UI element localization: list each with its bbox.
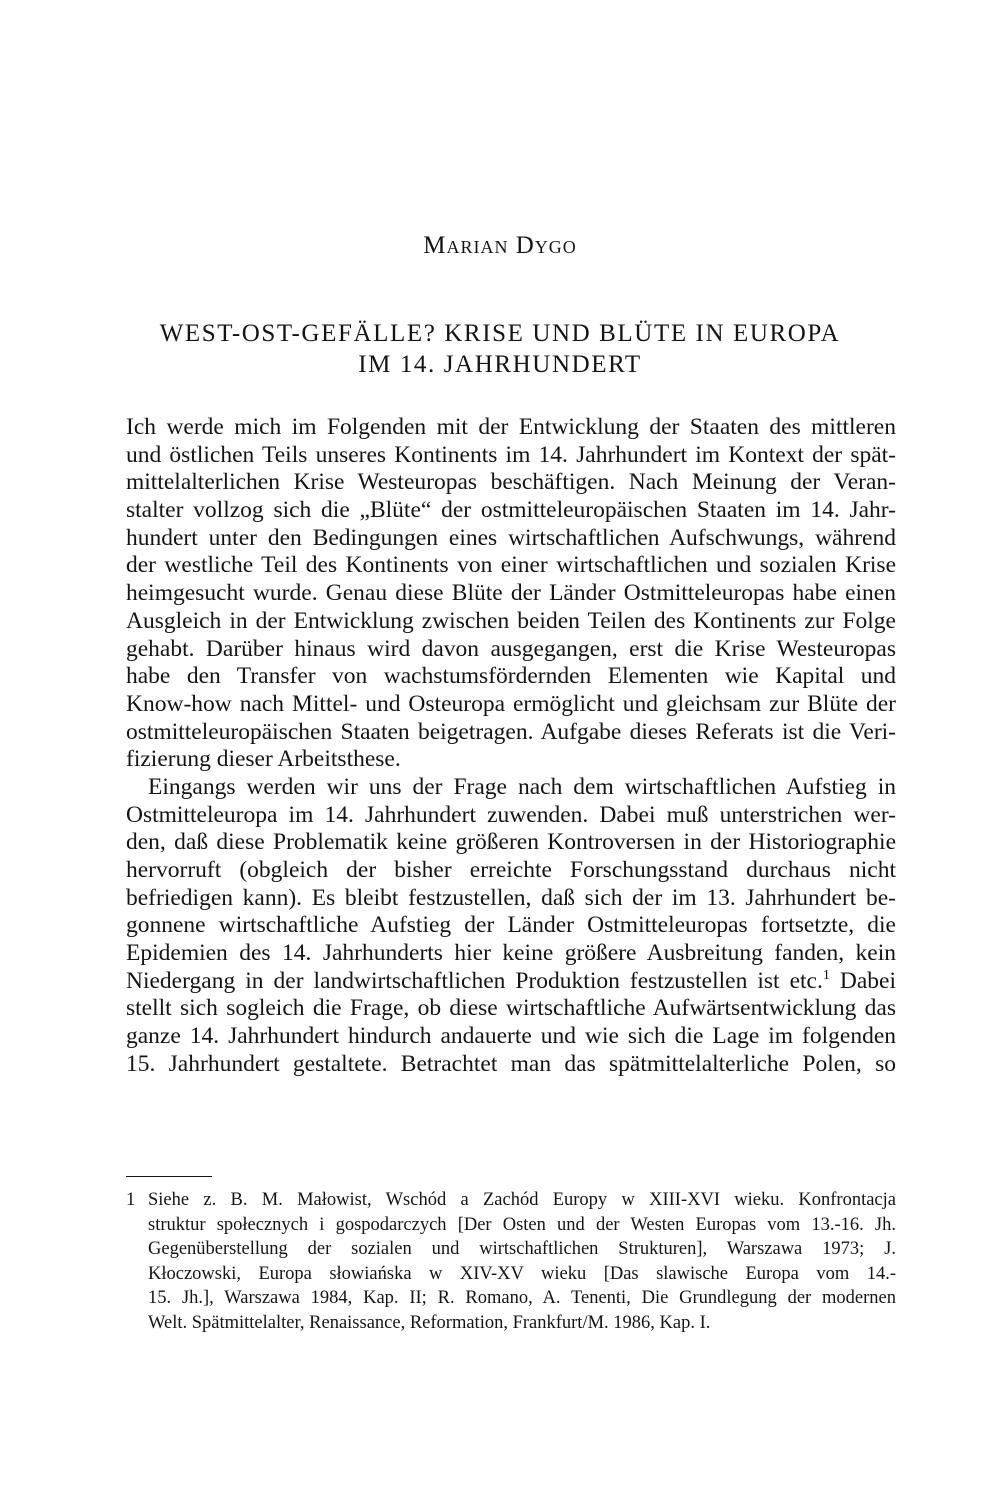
footnote bbox=[126, 1188, 896, 1335]
body-line: Eingangs werden wir uns der Frage nach dem wirtschaftlichen Aufstieg in bbox=[148, 773, 896, 800]
body-line-tail: Dabei bbox=[829, 967, 896, 994]
body-line: stellt sich sogleich die Frage, ob diese wirtschaftliche Aufwärtsentwicklung das bbox=[126, 995, 896, 1022]
article-title bbox=[0, 318, 1000, 380]
body-line: fizierung dieser Arbeitsthese. bbox=[126, 746, 401, 773]
author-name: Marian Dygo bbox=[423, 232, 577, 259]
body-line: ostmitteleuropäischen Staaten beigetragen. Aufgabe dieses Referats ist die Veri- bbox=[126, 718, 896, 745]
footnote-divider bbox=[126, 1176, 212, 1177]
body-line: Ich werde mich im Folgenden mit der Entwicklung der Staaten des mittleren bbox=[126, 414, 896, 440]
footnote-number: 1 bbox=[126, 1190, 136, 1210]
body-line: habe den Transfer von wachstumsfördernden Elementen wie Kapital und bbox=[126, 663, 896, 690]
body-line-text: Niedergang in der landwirtschaftlichen Produktion festzustellen ist etc. bbox=[126, 967, 823, 994]
footnote-line: Welt. Spätmittelalter, Renaissance, Reformation, Frankfurt/M. 1986, Kap. I. bbox=[148, 1312, 711, 1333]
footnote-line: struktur społecznych i gospodarczych [Der Osten und der Westen Europas vom 13.-16. Jh. bbox=[148, 1214, 896, 1235]
body-line: Ausgleich in der Entwicklung zwischen beiden Teilen des Kontinents zur Folge bbox=[126, 607, 896, 634]
title-line-2: IM 14. JAHRHUNDERT bbox=[358, 351, 642, 378]
footnote-line: Kłoczowski, Europa słowiańska w XIV-XV wieku [Das slawische Europa vom 14.- bbox=[148, 1263, 896, 1284]
body-line: Ostmitteleuropa im 14. Jahrhundert zuwenden. Dabei muß unterstrichen wer- bbox=[126, 801, 896, 828]
body-line: stalter vollzog sich die „Blüte“ der ostmitteleuropäischen Staaten im 14. Jahr- bbox=[126, 497, 896, 524]
body-line: gehabt. Darüber hinaus wird davon ausgegangen, erst die Krise Westeuropas bbox=[126, 635, 896, 662]
body-line: und östlichen Teils unseres Kontinents im 14. Jahrhundert im Kontext der spät- bbox=[126, 441, 896, 468]
body-line: ganze 14. Jahrhundert hindurch andauerte und wie sich die Lage im folgenden bbox=[126, 1023, 896, 1050]
footnote-line: Gegenüberstellung der sozialen und wirtschaftlichen Strukturen], Warszawa 1973; J. bbox=[148, 1239, 896, 1259]
body-line: befriedigen kann). Es bleibt festzustellen, daß sich der im 13. Jahrhundert be- bbox=[126, 884, 896, 911]
footnote-line: 15. Jh.], Warszawa 1984, Kap. II; R. Romano, A. Tenenti, Die Grundlegung der modernen bbox=[148, 1288, 896, 1308]
body-line: 15. Jahrhundert gestaltete. Betrachtet man das spätmittelalterliche Polen, so bbox=[126, 1050, 896, 1077]
body-line: Know-how nach Mittel- und Osteuropa ermöglicht und gleichsam zur Blüte der bbox=[126, 690, 896, 717]
body-line: mittelalterlichen Krise Westeuropas beschäftigen. Nach Meinung der Veran- bbox=[126, 469, 896, 496]
body-line: heimgesucht wurde. Genau diese Blüte der Länder Ostmitteleuropas habe einen bbox=[126, 580, 896, 607]
body-line: Epidemien des 14. Jahrhunderts hier keine größere Ausbreitung fanden, kein bbox=[126, 940, 896, 967]
body-line: der westliche Teil des Kontinents von einer wirtschaftlichen und sozialen Krise bbox=[126, 552, 896, 579]
body-line-with-footnote bbox=[126, 968, 896, 996]
body-line: gonnene wirtschaftliche Aufstieg der Länder Ostmitteleuropas fortsetzte, die bbox=[126, 912, 896, 939]
title-line-1: WEST-OST-GEFÄLLE? KRISE UND BLÜTE IN EUROPA bbox=[159, 320, 841, 347]
footnote-reference[interactable]: 1 bbox=[822, 967, 830, 983]
body-line: den, daß diese Problematik keine größeren Kontroversen in der Historiographie bbox=[126, 829, 896, 856]
footnote-line: Siehe z. B. M. Małowist, Wschód a Zachód Europy w XIII-XVI wieku. Konfrontacja bbox=[148, 1190, 896, 1210]
body-line: hervorruft (obgleich der bisher erreichte Forschungsstand durchaus nicht bbox=[126, 857, 896, 883]
body-line: hundert unter den Bedingungen eines wirtschaftlichen Aufschwungs, während bbox=[126, 524, 896, 551]
body-text bbox=[126, 414, 896, 1079]
